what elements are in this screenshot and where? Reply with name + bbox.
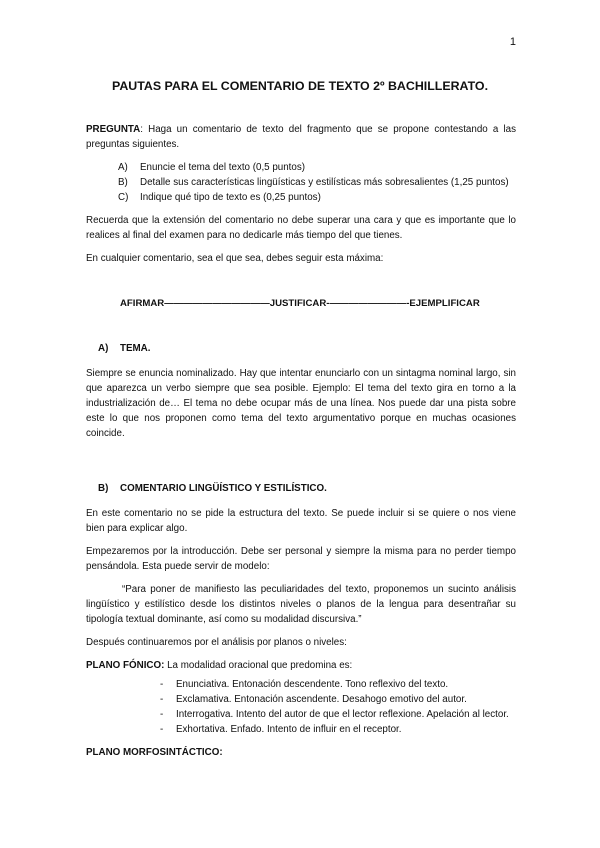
section-a-heading	[98, 341, 516, 356]
model-quote: “Para poner de manifiesto las peculiaridades del texto, proponemos un sucinto análisis lingüístico y estilístico desde los distintos niveles o planos de la lengua para desentrañar su tipología textual dominante, así como su modalidad discursiva.”	[86, 584, 516, 625]
list-item-text: Enuncie el tema del texto (0,5 puntos)	[140, 162, 306, 173]
dash-marker: -	[160, 709, 164, 720]
section-title: COMENTARIO LINGÜÍSTICO Y ESTILÍSTICO.	[120, 483, 327, 494]
section-b-heading	[98, 481, 516, 496]
tema-paragraph: Siempre se enuncia nominalizado. Hay que intentar enunciarlo con un sintagma nominal largo, sin que aparezca un verbo siempre que sea posible. Ejemplo: El tema del texto gira en torno a la industrialización de… El tema no debe ocupar más de una línea. Nos puede dar una pista sobre este lo que nos proponen como tema del texto argumentativo porque en muchas ocasiones coincide.	[86, 368, 516, 439]
section-marker: B)	[98, 483, 109, 494]
maxima-paragraph: En cualquier comentario, sea el que sea, debes seguir esta máxima:	[86, 253, 384, 264]
list-marker: B)	[118, 177, 128, 188]
recuerda-paragraph: Recuerda que la extensión del comentario no debe superar una cara y que es importante que lo realices al final del examen para no dedicarle más tiempo del que tienes.	[86, 215, 516, 241]
page-title: PAUTAS PARA EL COMENTARIO DE TEXTO 2º BACHILLERATO.	[111, 79, 489, 93]
estructura-paragraph: En este comentario no se pide la estructura del texto. Se puede incluir si se quiere o nos viene bien para explicar algo.	[86, 508, 516, 534]
list-item-text: Enunciativa. Entonación descendente. Tono reflexivo del texto.	[176, 679, 449, 690]
list-item	[118, 175, 516, 190]
list-item	[118, 160, 516, 175]
list-item	[160, 722, 516, 737]
list-item-text: Exclamativa. Entonación ascendente. Desahogo emotivo del autor.	[176, 694, 467, 705]
list-item-text: Indique qué tipo de texto es (0,25 puntos)	[140, 192, 321, 203]
list-marker: C)	[118, 192, 129, 203]
list-item-text: Interrogativa. Intento del autor de que el lector reflexione. Apelación al lector.	[176, 709, 509, 720]
maxim-line: AFIRMAR———————————JUSTIFICAR-————————-EJEMPLIFICAR	[120, 298, 480, 309]
plano-fonico-label: PLANO FÓNICO:	[86, 660, 165, 671]
section-marker: A)	[98, 343, 109, 354]
plano-fonico	[86, 658, 516, 673]
plano-morfosintactico-label: PLANO MORFOSINTÁCTICO:	[86, 747, 223, 758]
list-item	[118, 190, 516, 205]
pregunta-label: PREGUNTA	[86, 124, 141, 135]
page-number: 1	[509, 36, 516, 48]
section-title: TEMA.	[120, 343, 151, 354]
plano-fonico-text: La modalidad oracional que predomina es:	[164, 660, 353, 671]
modalidad-list	[86, 677, 516, 737]
list-marker: A)	[118, 162, 128, 173]
list-item	[160, 692, 516, 707]
dash-marker: -	[160, 694, 164, 705]
plano-morfosintactico	[86, 745, 516, 760]
list-item-text: Exhortativa. Enfado. Intento de influir en el receptor.	[176, 724, 402, 735]
list-item	[160, 677, 516, 692]
pregunta-text: : Haga un comentario de texto del fragmento que se propone contestando a las preguntas siguientes.	[86, 124, 516, 150]
dash-marker: -	[160, 679, 164, 690]
list-item-text: Detalle sus características lingüísticas y estilísticas más sobresalientes (1,25 puntos)	[140, 177, 509, 188]
introduccion-paragraph: Empezaremos por la introducción. Debe ser personal y siempre la misma para no perder tiempo pensándola. Esta puede servir de modelo:	[86, 546, 516, 572]
document-body	[86, 122, 516, 768]
planos-paragraph: Después continuaremos por el análisis por planos o niveles:	[86, 637, 347, 648]
intro-paragraph	[86, 122, 516, 152]
list-item	[160, 707, 516, 722]
question-list	[86, 160, 516, 205]
dash-marker: -	[160, 724, 164, 735]
